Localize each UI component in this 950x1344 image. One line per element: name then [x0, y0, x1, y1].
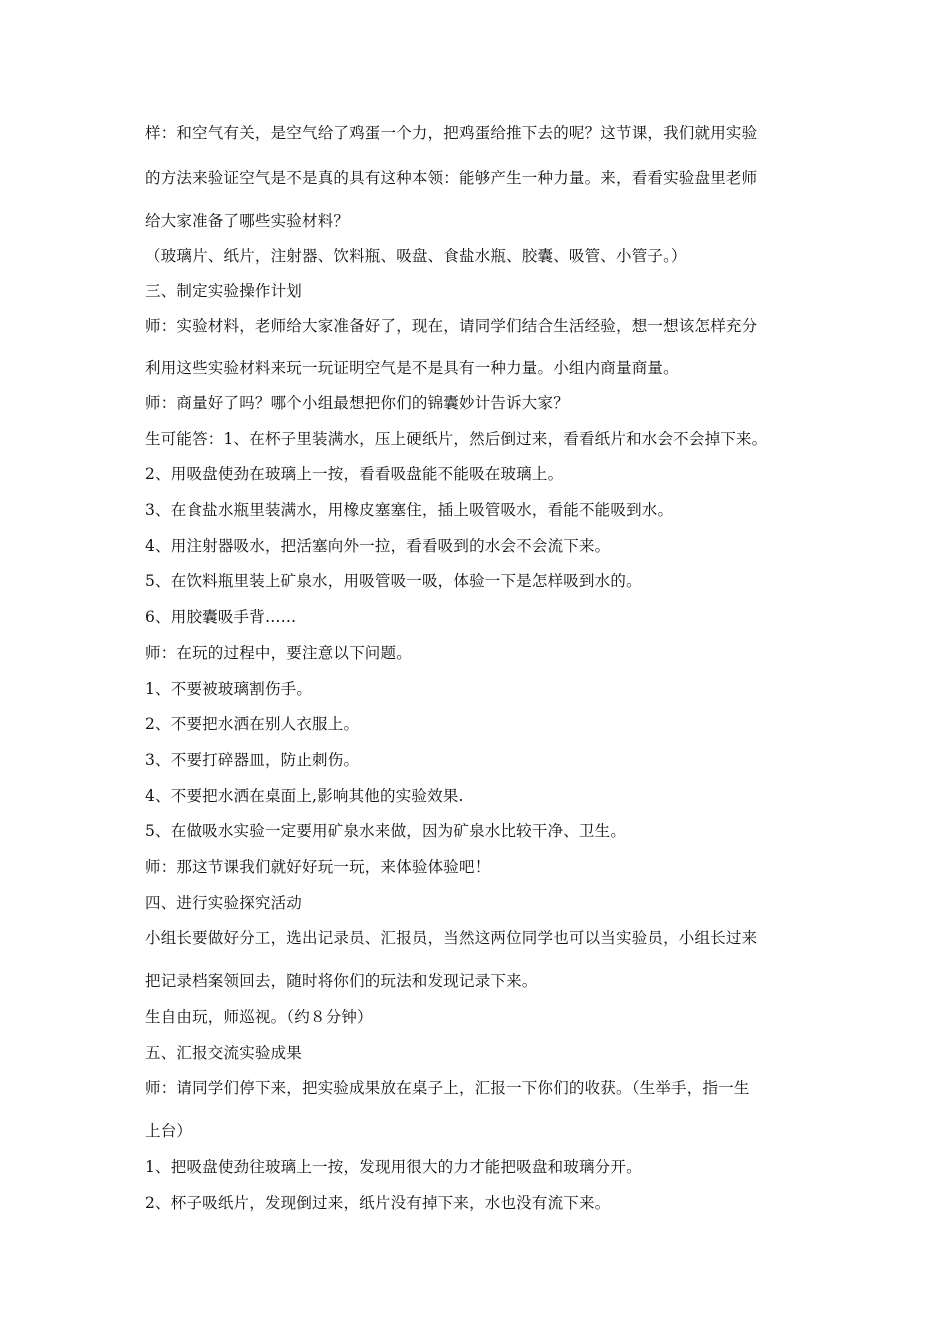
section-heading: 四、进行实验探究活动 — [145, 894, 303, 912]
list-item: 4、用注射器吸水，把活塞向外一拉，看看吸到的水会不会流下来。 — [145, 537, 611, 555]
paragraph-line: （玻璃片、纸片，注射器、饮料瓶、吸盘、食盐水瓶、胶囊、吸管、小管子。） — [145, 247, 687, 265]
list-item: 2、用吸盘使劲在玻璃上一按，看看吸盘能不能吸在玻璃上。 — [145, 465, 564, 483]
paragraph-line: 给大家准备了哪些实验材料？ — [145, 212, 350, 230]
section-heading: 五、汇报交流实验成果 — [145, 1044, 303, 1062]
list-item: 5、在做吸水实验一定要用矿泉水来做，因为矿泉水比较干净、卫生。 — [145, 822, 627, 840]
list-item: 5、在饮料瓶里装上矿泉水，用吸管吸一吸，体验一下是怎样吸到水的。 — [145, 572, 642, 590]
paragraph-line: 小组长要做好分工，选出记录员、汇报员，当然这两位同学也可以当实验员，小组长过来 — [145, 929, 758, 947]
paragraph-line: 把记录档案领回去，随时将你们的玩法和发现记录下来。 — [145, 972, 538, 990]
paragraph-line: 利用这些实验材料来玩一玩证明空气是不是具有一种力量。小组内商量商量。 — [145, 359, 679, 377]
paragraph-line: 师：在玩的过程中，要注意以下问题。 — [145, 644, 412, 662]
paragraph-line: 的方法来验证空气是不是真的具有这种本领：能够产生一种力量。来，看看实验盘里老师 — [145, 169, 758, 187]
list-item: 2、杯子吸纸片，发现倒过来，纸片没有掉下来，水也没有流下来。 — [145, 1194, 611, 1212]
list-item: 4、不要把水洒在桌面上,影响其他的实验效果. — [145, 787, 464, 805]
paragraph-line: 生自由玩，师巡视。（约８分钟） — [145, 1008, 373, 1026]
list-item: 2、不要把水洒在别人衣服上。 — [145, 715, 360, 733]
paragraph-line: 生可能答：1、在杯子里装满水，压上硬纸片，然后倒过来，看看纸片和水会不会掉下来。 — [145, 430, 768, 448]
list-item: 1、不要被玻璃割伤手。 — [145, 680, 313, 698]
list-item: 3、在食盐水瓶里装满水，用橡皮塞塞住，插上吸管吸水，看能不能吸到水。 — [145, 501, 674, 519]
list-item: 1、把吸盘使劲往玻璃上一按，发现用很大的力才能把吸盘和玻璃分开。 — [145, 1158, 642, 1176]
list-item: 6、用胶囊吸手背…… — [145, 608, 297, 626]
paragraph-line: 样：和空气有关，是空气给了鸡蛋一个力，把鸡蛋给推下去的呢？这节课，我们就用实验 — [145, 124, 758, 142]
paragraph-line: 师：那这节课我们就好好玩一玩，来体验体验吧！ — [145, 858, 491, 876]
section-heading: 三、制定实验操作计划 — [145, 282, 303, 300]
paragraph-line: 上台） — [145, 1122, 193, 1140]
paragraph-line: 师：请同学们停下来，把实验成果放在桌子上，汇报一下你们的收获。（生举手，指一生 — [145, 1079, 750, 1097]
paragraph-line: 师：商量好了吗？哪个小组最想把你们的锦囊妙计告诉大家？ — [145, 394, 569, 412]
paragraph-line: 师：实验材料，老师给大家准备好了，现在，请同学们结合生活经验，想一想该怎样充分 — [145, 317, 758, 335]
list-item: 3、不要打碎器皿，防止刺伤。 — [145, 751, 360, 769]
